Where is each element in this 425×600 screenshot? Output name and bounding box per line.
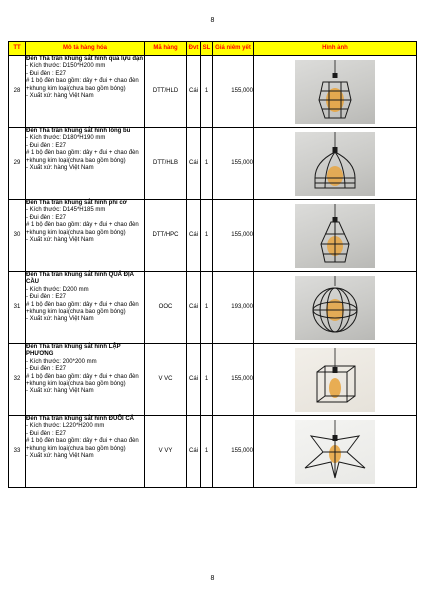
product-origin: - Xuất xứ: hàng Việt Nam xyxy=(26,93,94,100)
product-includes: # 1 bộ đèn bao gồm: dây + đui + chao đèn +khung kim loại(chưa bao gồm bóng) xyxy=(26,301,139,316)
product-name: Đèn Thả trần khung sắt hình ĐUÔI CÁ xyxy=(26,416,135,422)
product-size: - Kích thước: D150*H200 mm xyxy=(26,63,106,70)
product-price: 155,000 xyxy=(213,128,254,200)
product-code: OOC xyxy=(145,272,187,344)
header-price: Giá niêm yết xyxy=(213,42,254,56)
product-price: 155,000 xyxy=(213,56,254,128)
product-description xyxy=(26,344,145,416)
product-qty: 1 xyxy=(201,128,213,200)
grenade-cage-pendant-lamp-icon xyxy=(295,60,375,124)
header-image: Hình ảnh xyxy=(254,42,417,56)
product-price: 155,000 xyxy=(213,416,254,488)
product-code: DTT/HLB xyxy=(145,128,187,200)
row-number: 29 xyxy=(9,128,26,200)
product-table xyxy=(8,41,417,488)
product-qty: 1 xyxy=(201,416,213,488)
product-price: 193,000 xyxy=(213,272,254,344)
product-image-cell xyxy=(254,344,417,416)
header-tt: TT xyxy=(9,42,26,56)
product-socket: - Đui đèn : E27 xyxy=(26,430,67,437)
product-size: - Kích thước: 200*200 mm xyxy=(26,358,97,365)
product-name: Đèn Thả trần khung sắt hình quả lựu đạn xyxy=(26,56,144,62)
table-row xyxy=(9,56,417,128)
table-header-row xyxy=(9,42,417,56)
bell-cage-pendant-lamp-icon xyxy=(295,204,375,268)
product-includes: # 1 bộ đèn bao gồm: dây + đui + chao đèn +khung kim loại(chưa bao gồm bóng) xyxy=(26,150,139,164)
product-origin: - Xuất xứ: hàng Việt Nam xyxy=(26,453,94,460)
product-size: - Kích thước: D145*H185 mm xyxy=(26,207,106,214)
header-qty: SL xyxy=(201,42,213,56)
globe-cage-pendant-lamp-icon xyxy=(295,276,375,340)
product-origin: - Xuất xứ: hàng Việt Nam xyxy=(26,388,94,395)
product-includes: # 1 bộ đèn bao gồm: dây + đui + chao đèn +khung kim loại(chưa bao gồm bóng) xyxy=(26,222,139,236)
product-unit: Cái xyxy=(187,272,201,344)
row-number: 32 xyxy=(9,344,26,416)
product-qty: 1 xyxy=(201,200,213,272)
row-number: 30 xyxy=(9,200,26,272)
product-socket: - Đui đèn : E27 xyxy=(26,366,67,373)
row-number: 31 xyxy=(9,272,26,344)
page-number-bottom: 8 xyxy=(210,575,215,582)
header-description: Mô tả hàng hóa xyxy=(26,42,145,56)
product-name: Đèn Thả trần khung sắt hình lồng bu xyxy=(26,128,131,134)
row-number: 28 xyxy=(9,56,26,128)
product-qty: 1 xyxy=(201,56,213,128)
product-image-cell xyxy=(254,200,417,272)
product-size: - Kích thước: L220*H200 mm xyxy=(26,423,105,430)
product-origin: - Xuất xứ: hàng Việt Nam xyxy=(26,165,94,172)
product-unit: Cái xyxy=(187,128,201,200)
table-row xyxy=(9,128,417,200)
product-includes: # 1 bộ đèn bao gồm: dây + đui + chao đèn +khung kim loại(chưa bao gồm bóng) xyxy=(26,438,139,452)
product-unit: Cái xyxy=(187,416,201,488)
product-description xyxy=(26,56,145,128)
fishtail-star-pendant-lamp-icon xyxy=(295,420,375,484)
cube-cage-pendant-lamp-icon xyxy=(295,348,375,412)
product-qty: 1 xyxy=(201,344,213,416)
product-socket: - Đui đèn : E27 xyxy=(26,214,67,221)
product-unit: Cái xyxy=(187,56,201,128)
product-code: V VC xyxy=(145,344,187,416)
product-description xyxy=(26,128,145,200)
product-socket: - Đui đèn : E27 xyxy=(26,142,67,149)
table-row xyxy=(9,344,417,416)
product-code: V VY xyxy=(145,416,187,488)
product-description xyxy=(26,416,145,488)
product-price: 155,000 xyxy=(213,344,254,416)
product-origin: - Xuất xứ: hàng Việt Nam xyxy=(26,316,94,323)
product-name: Đèn Thả trần khung sắt hình phi cơ xyxy=(26,200,127,206)
product-size: - Kích thước: D200 mm xyxy=(26,286,89,293)
table-row xyxy=(9,416,417,488)
product-includes: # 1 bộ đèn bao gồm: dây + đui + chao đèn +khung kim loại(chưa bao gồm bóng) xyxy=(26,373,139,388)
product-size: - Kích thước: D180*H190 mm xyxy=(26,135,106,142)
product-origin: - Xuất xứ: hàng Việt Nam xyxy=(26,237,94,244)
product-code: DTT/HPC xyxy=(145,200,187,272)
product-image-cell xyxy=(254,56,417,128)
product-image-cell xyxy=(254,128,417,200)
product-image-cell xyxy=(254,272,417,344)
product-price: 155,000 xyxy=(213,200,254,272)
product-code: DTT/HLD xyxy=(145,56,187,128)
header-unit: Đvt xyxy=(187,42,201,56)
birdcage-pendant-lamp-icon xyxy=(295,132,375,196)
product-description xyxy=(26,272,145,344)
product-socket: - Đui đèn : E27 xyxy=(26,70,67,77)
product-qty: 1 xyxy=(201,272,213,344)
product-name: Đèn Thả trần khung sắt hình LẬP PHƯƠNG xyxy=(26,344,121,358)
product-name: Đèn Thả trần khung sắt hình QUẢ ĐỊA CẦU xyxy=(26,272,134,286)
header-code: Mã hàng xyxy=(145,42,187,56)
row-number: 33 xyxy=(9,416,26,488)
table-row xyxy=(9,200,417,272)
product-unit: Cái xyxy=(187,344,201,416)
product-unit: Cái xyxy=(187,200,201,272)
product-image-cell xyxy=(254,416,417,488)
product-includes: # 1 bộ đèn bao gồm: dây + đui + chao đèn +khung kim loại(chưa bao gồm bóng) xyxy=(26,78,139,92)
product-description xyxy=(26,200,145,272)
page-number-top: 8 xyxy=(210,17,215,24)
table-row xyxy=(9,272,417,344)
product-socket: - Đui đèn : E27 xyxy=(26,294,67,301)
